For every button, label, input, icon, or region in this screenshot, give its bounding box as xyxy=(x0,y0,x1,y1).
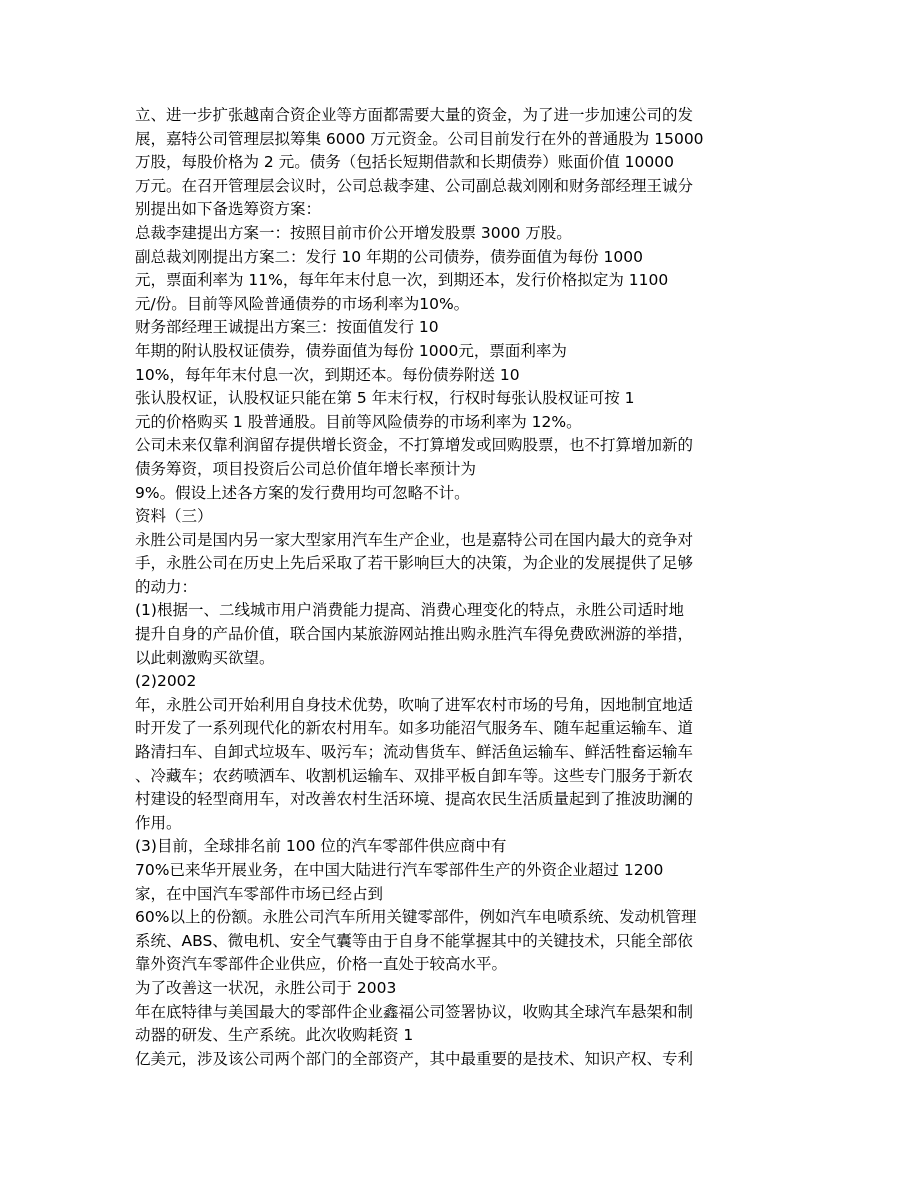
text-line: 债务筹资，项目投资后公司总价值年增长率预计为 xyxy=(135,459,477,478)
document-page xyxy=(135,104,785,1071)
text-line: 靠外资汽车零部件企业供应，价格一直处于较高水平。 xyxy=(135,955,508,974)
text-line: 提升自身的产品价值，联合国内某旅游网站推出购永胜汽车得免费欧洲游的举措， xyxy=(135,625,694,644)
text-line: 、冷藏车；农药喷洒车、收割机运输车、双排平板自卸车等。这些专门服务于新农 xyxy=(135,766,694,785)
text-line: 10%，每年年末付息一次，到期还本。每份债券附送 10 xyxy=(135,365,520,384)
text-line: 年在底特律与美国最大的零部件企业鑫福公司签署协议，收购其全球汽车悬架和制 xyxy=(135,1002,694,1021)
text-line: 的动力： xyxy=(135,577,198,596)
text-line: 公司未来仅靠利润留存提供增长资金，不打算增发或回购股票，也不打算增加新的 xyxy=(135,436,694,455)
text-line: 展，嘉特公司管理层拟筹集 6000 万元资金。公司目前发行在外的普通股为 15000 xyxy=(135,129,704,148)
text-line: 为了改善这一状况，永胜公司于 2003 xyxy=(135,978,397,997)
text-line: (3)目前，全球排名前 100 位的汽车零部件供应商中有 xyxy=(135,837,507,856)
text-line: 年，永胜公司开始利用自身技术优势，吹响了进军农村市场的号角，因地制宜地适 xyxy=(135,695,694,714)
text-line: 张认股权证，认股权证只能在第 5 年末行权，行权时每张认股权证可按 1 xyxy=(135,389,635,408)
text-line: 以此刺激购买欲望。 xyxy=(135,648,275,667)
text-line: 系统、ABS、微电机、安全气囊等由于自身不能掌握其中的关键技术，只能全部依 xyxy=(135,931,693,950)
text-line: 万元。在召开管理层会议时，公司总裁李建、公司副总裁刘刚和财务部经理王诚分 xyxy=(135,176,694,195)
text-line: 万股，每股价格为 2 元。债务（包括长短期借款和长期债券）账面价值 10000 xyxy=(135,153,674,172)
text-line: 动器的研发、生产系统。此次收购耗资 1 xyxy=(135,1026,414,1045)
text-line: 时开发了一系列现代化的新农村用车。如多功能沼气服务车、随车起重运输车、道 xyxy=(135,719,694,738)
text-line: 60%以上的份额。永胜公司汽车所用关键零部件，例如汽车电喷系统、发动机管理 xyxy=(135,908,697,927)
text-line: 路清扫车、自卸式垃圾车、吸污车；流动售货车、鲜活鱼运输车、鲜活牲畜运输车 xyxy=(135,743,694,762)
text-line: 元/份。目前等风险普通债券的市场利率为10%。 xyxy=(135,294,470,313)
text-line: 别提出如下备选筹资方案： xyxy=(135,200,322,219)
text-line: 作用。 xyxy=(135,813,182,832)
text-line: 永胜公司是国内另一家大型家用汽车生产企业，也是嘉特公司在国内最大的竞争对 xyxy=(135,530,694,549)
text-line: 立、进一步扩张越南合资企业等方面都需要大量的资金，为了进一步加速公司的发 xyxy=(135,106,694,124)
text-line: 总裁李建提出方案一：按照目前市价公开增发股票 3000 万股。 xyxy=(135,223,572,242)
text-line: 村建设的轻型商用车，对改善农村生活环境、提高农民生活质量起到了推波助澜的 xyxy=(135,790,694,809)
text-line: 元，票面利率为 11%，每年年末付息一次，到期还本，发行价格拟定为 1100 xyxy=(135,271,669,290)
section-heading: 资料（三） xyxy=(135,507,213,526)
text-line: 年期的附认股权证债券，债券面值为每份 1000元，票面利率为 xyxy=(135,341,567,360)
text-line: 亿美元，涉及该公司两个部门的全部资产，其中最重要的是技术、知识产权、专利 xyxy=(135,1049,694,1068)
text-line: 家，在中国汽车零部件市场已经占到 xyxy=(135,884,384,903)
text-line: 财务部经理王诚提出方案三：按面值发行 10 xyxy=(135,318,439,337)
text-line: (1)根据一、二线城市用户消费能力提高、消费心理变化的特点，永胜公司适时地 xyxy=(135,601,684,620)
text-line: 元的价格购买 1 股普通股。目前等风险债券的市场利率为 12%。 xyxy=(135,412,582,431)
text-line: (2)2002 xyxy=(135,672,197,691)
text-line: 手，永胜公司在历史上先后采取了若干影响巨大的决策，为企业的发展提供了足够 xyxy=(135,554,694,573)
text-line: 9%。假设上述各方案的发行费用均可忽略不计。 xyxy=(135,483,470,502)
text-line: 副总裁刘刚提出方案二：发行 10 年期的公司债券，债券面值为每份 1000 xyxy=(135,247,643,266)
text-line: 70%已来华开展业务，在中国大陆进行汽车零部件生产的外资企业超过 1200 xyxy=(135,861,664,879)
